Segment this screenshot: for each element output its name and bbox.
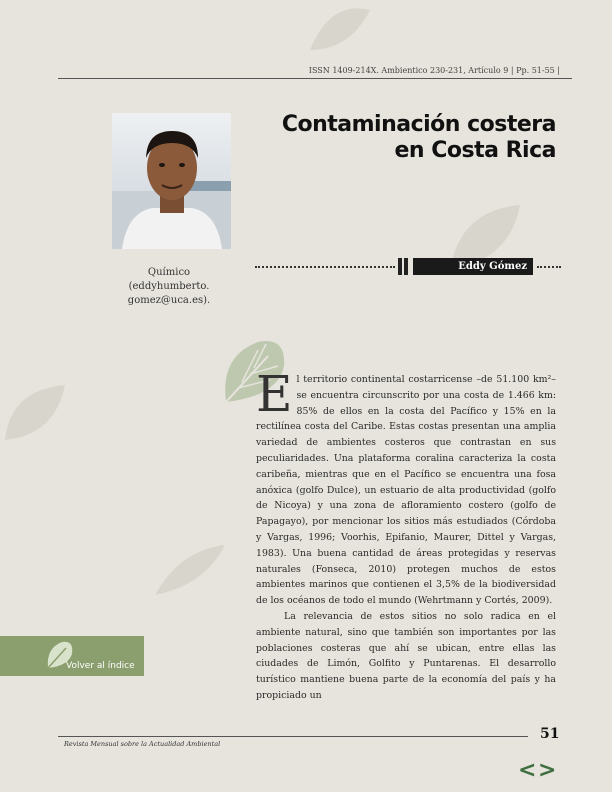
dotted-rule [537,266,561,268]
next-page-button[interactable]: > [538,758,557,783]
previous-page-button[interactable]: < [518,758,537,783]
background-leaf-icon [300,0,380,60]
title-line-1: Contaminación costera [281,112,556,137]
title-line-2: en Costa Rica [394,138,556,163]
paragraph-2: La relevancia de estos sitios no solo radica en el ambiente natural, sino que también son importantes por las poblaciones costeras que ahí se ubican, entre ellas las ciudades de Limón, Golfito y Puntarenas. El desarrollo turístico mantiene buena parte de la economía del país y ha propiciado un [256,610,556,701]
paragraph-1-text: l territorio continental costarricense –de 51.100 km²– se encuentra circunscrito por una costa de 1.466 km: 85% de ellos en la costa del Pacífico y 15% en la rectilínea costa del Caribe. Estas costas presentan una amplia variedad de ambientes costeros que contrastan en sus peculiaridades. Una plataforma coralina caracteriza la costa caribeña, mientras que en el Pacífico se encuentra una fosa anóxica (golfo Dulce), un estuario de alta productividad (golfo de Nicoya) y una zona de afloramiento costero (golfo de Papagayo), por mencionar los sitios más estudiados (Córdoba y Vargas, 1996; Voorhis, Epifanio, Maurer, Dittel y Vargas, 1983). Una buena cantidad de áreas protegidas y reservas naturales (Fonseca, 2010) protegen muchos de estos ambientes marinos que contienen el 3,5% de la biodiversidad de los océanos de todo el mundo (Wehrtmann y Cortés, 2009). [256,374,556,607]
article-body [256,365,556,704]
paragraph-1 [256,365,556,609]
caption-line: (eddyhumberto. [128,281,210,292]
page-number: 51 [540,726,560,742]
footer-divider [58,736,528,737]
article-title [282,112,556,164]
caption-line: Químico [147,267,191,278]
caption-line: gomez@uca.es). [127,295,211,306]
background-leaf-icon [150,540,230,600]
author-bar [255,258,560,276]
author-photo [112,113,231,249]
journal-name: Revista Mensual sobre la Actualidad Ambiental [64,740,221,748]
bar-ornament [398,258,410,275]
drop-cap: E [256,365,293,423]
header-divider [58,78,572,79]
issn-header: ISSN 1409-214X. Ambientico 230-231, Artículo 9 | Pp. 51-55 | [308,66,560,75]
background-leaf-icon [0,380,70,450]
author-caption [110,266,228,308]
back-to-index-button[interactable] [0,636,144,676]
author-name: Eddy Gómez [413,258,533,275]
dotted-rule [255,266,395,268]
back-to-index-label: Volver al índice [66,661,135,671]
